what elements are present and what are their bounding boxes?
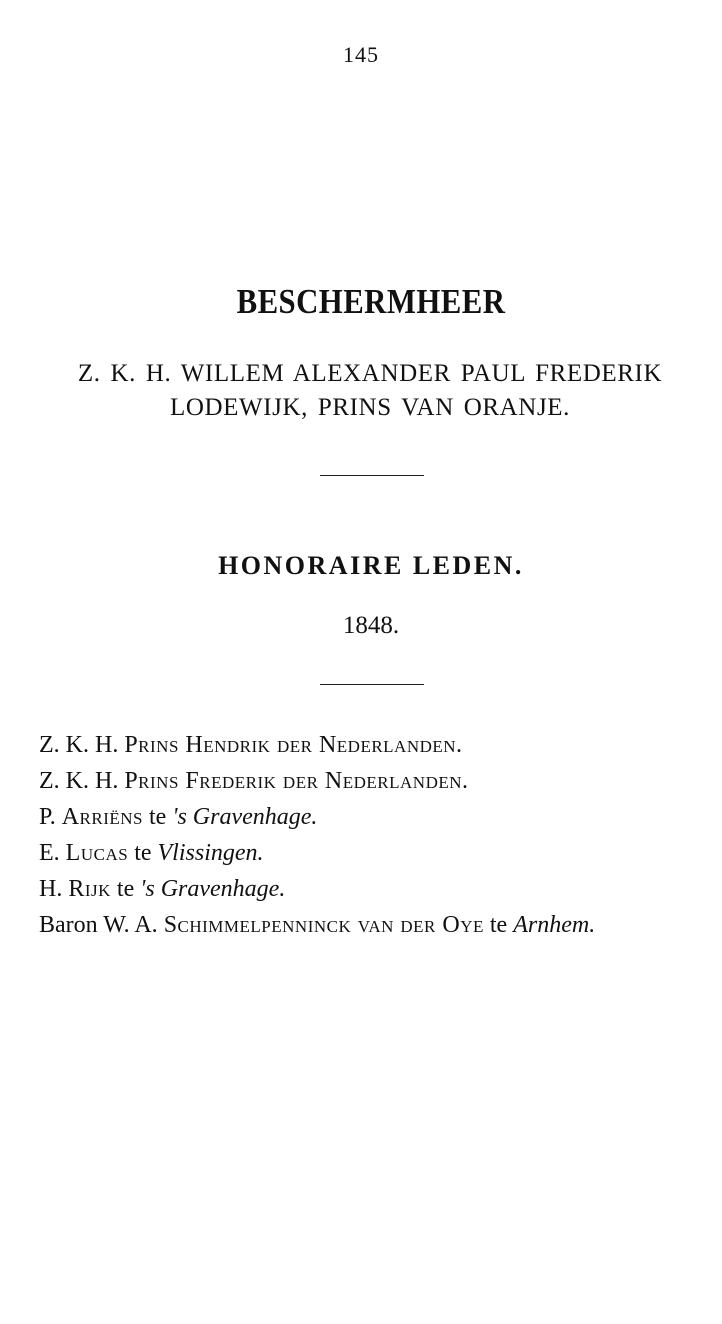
member-name: Schimmelpenninck van der Oye: [163, 912, 484, 938]
section-divider: [320, 475, 424, 476]
member-name: Prins Hendrik der Nederlanden.: [124, 732, 463, 758]
member-list: [39, 727, 595, 943]
member-name: Prins Frederik der Nederlanden.: [124, 768, 469, 794]
patron-name-line-2: LODEWIJK, PRINS VAN ORANJE.: [170, 394, 570, 421]
member-connector: te: [134, 840, 152, 866]
year-heading: 1848.: [342, 612, 400, 639]
page-number: 145: [343, 42, 379, 67]
member-prefix: Baron W. A.: [39, 912, 158, 938]
member-connector: te: [116, 876, 135, 902]
member-place: 's Gravenhage.: [140, 876, 286, 902]
member-place: Vlissingen.: [157, 840, 264, 866]
member-name: Rijk: [68, 876, 111, 902]
member-name: Arriëns: [61, 804, 143, 830]
member-entry: [39, 799, 595, 835]
member-prefix: P.: [39, 804, 56, 830]
member-prefix: H.: [39, 876, 63, 902]
member-place: Arnhem.: [513, 912, 596, 938]
section-heading: HONORAIRE LEDEN.: [218, 551, 524, 580]
member-entry: [39, 835, 595, 871]
patron-heading: BESCHERMHEER: [236, 282, 506, 321]
member-entry: [39, 907, 595, 943]
member-entry: [39, 763, 595, 799]
member-prefix: E.: [39, 840, 60, 866]
member-entry: [39, 727, 595, 763]
member-prefix: Z. K. H.: [39, 768, 119, 794]
member-connector: te: [148, 804, 167, 830]
member-entry: [39, 871, 595, 907]
member-place: 's Gravenhage.: [172, 804, 318, 830]
patron-name-line-1: Z. K. H. WILLEM ALEXANDER PAUL FREDERIK: [77, 360, 663, 387]
member-connector: te: [489, 912, 508, 938]
member-name: Lucas: [65, 840, 129, 866]
member-prefix: Z. K. H.: [39, 732, 119, 758]
section-divider: [320, 684, 424, 685]
